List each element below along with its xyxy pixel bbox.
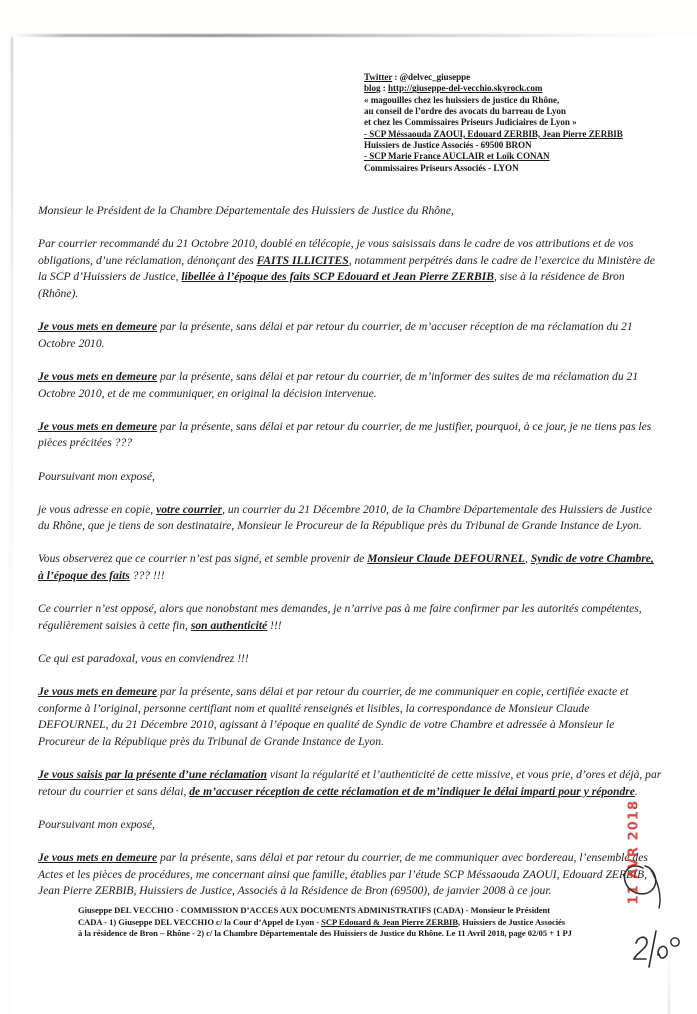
letterhead-value: « magouilles chez les huissiers de justice du Rhône, [364,94,560,105]
letterhead-separator: : [380,83,388,94]
emphasized-run: Je vous mets en demeure [38,685,158,699]
text-run: Ce courrier n’est opposé, alors que nonobstant mes demandes, je n’arrive pas à me faire confirmer par les autorités compétentes, régulièrement saisies à cette fin, [38,602,642,632]
letterhead-value: @delvec_giuseppe [399,72,471,82]
text-run: ??? !!! [129,569,165,583]
body-paragraph [38,319,662,352]
footer-line-2-underlined: SCP Edouard & Jean Pierre ZERBIB [321,916,459,927]
text-run: Poursuivant mon exposé, [38,469,155,483]
text-run: , sise à la résidence de Bron (Rhône). [38,270,625,300]
text-run: je vous adresse en copie, [38,502,157,516]
letterhead-line [364,129,664,140]
letterhead-label: blog [364,83,381,94]
emphasized-run: Je vous mets en demeure [38,419,158,433]
letter-body [38,203,662,917]
text-run: , un courrier du 21 Décembre 2010, de la Chambre Départementale des Huissiers de Justice du Rhône, que je tiens de son destinataire, Monsieur le Procureur de la République près du Tribunal de Grande Instance de Lyon. [38,502,653,533]
body-paragraph [38,469,662,486]
text-run: visant la régularité et l’authenticité de cette missive, et vous prie, d’ores et déjà, par retour du courrier et sans délai, [38,768,662,798]
letterhead-line [364,72,664,83]
emphasized-run: de m’accuser réception de cette réclamation et de m’indiquer le délai imparti pour y répondre [189,784,635,798]
body-paragraph [38,419,662,452]
letterhead-line [364,83,664,94]
body-paragraph [38,551,662,584]
scan-edge-left [11,37,13,657]
letterhead-block [364,72,664,174]
emphasized-run: FAITS ILLICITES [256,253,349,267]
letterhead-line [364,106,664,117]
text-run: Par courrier recommandé du 21 Octobre 2010, doublé en télécopie, je vous saisissais dans le cadre de vos attributions et de vos obligations, d’une réclamation, dénonçant des [38,237,634,267]
footer-line-2-pre: CADA - 1) Giuseppe DEL VECCHIO c/ la Cour d’Appel de Lyon - [78,916,322,927]
letterhead-value[interactable]: http://giuseppe-del-vecchio.skyrock.com [388,83,543,94]
body-paragraph [38,369,662,402]
letterhead-value: - SCP Méssaouda ZAOUI, Edouard ZERBIB, Jean Pierre ZERBIB [364,128,623,139]
emphasized-run: Monsieur Claude DEFOURNEL [367,552,526,566]
body-paragraph [38,236,662,302]
footer-line-3: à la résidence de Bron – Rhône - 2) c/ la Chambre Départementale des Huissiers de Justice du Rhône. Le 11 Avril 2018, page 02/05 + 1 PJ [78,928,572,939]
body-paragraph [38,684,662,750]
letterhead-line [364,151,664,162]
body-paragraph [38,767,662,800]
emphasized-run: Je vous mets en demeure [38,369,158,383]
text-run: Ce qui est paradoxal, vous en conviendrez !!! [38,652,249,666]
text-run: Vous observerez que ce courrier n’est pas signé, et semble provenir de [38,552,368,566]
letterhead-line [364,140,664,151]
text-run: !!! [267,618,282,632]
emphasized-run: Je vous mets en demeure [38,320,158,334]
letterhead-line [364,95,664,106]
emphasized-run: Je vous saisis par la présente d’une réclamation [38,768,267,782]
date-stamp: 11 AVR 2018 [626,799,642,905]
text-run: par la présente, sans délai et par retour du courrier, de m’informer des suites de ma réclamation du 21 Octobre 2010, et de me communiquer, en original la décision intervenue. [38,369,639,400]
emphasized-run: votre courrier [156,502,223,516]
letterhead-value: au conseil de l’ordre des avocats du barreau de Lyon [364,106,566,117]
body-paragraph [38,651,662,668]
text-run: par la présente, sans délai et par retour du courrier, de me communiquer en copie, certifiée exacte et conforme à l’original, personne certifiant nom et qualité renseignés et lisibles, la correspondance de Monsieur Claude DEFOURNEL, du 21 Décembre 2010, agissant à l’époque en qualité de Syndic de votre Chambre et adressée à Monsieur le Procureur de la République près du Tribunal de Grande Instance de Lyon. [38,685,629,748]
text-run: , notamment perpétrés dans le cadre de l’exercice du Ministère de la SCP d’Huissiers de Justice, [38,253,655,284]
footer-line-2-post: , Huissiers de Justice Associés [458,916,566,927]
body-paragraph [38,502,662,535]
scan-edge-right [668,955,670,1014]
body-paragraph [38,850,662,900]
letterhead-separator: : [392,72,400,82]
letterhead-value: Commissaires Priseurs Associés - LYON [364,162,519,173]
footer-line-2 [78,917,624,929]
letterhead-line [364,117,664,128]
emphasized-run: Je vous mets en demeure [38,851,158,865]
body-paragraph [38,601,662,634]
document-footer [78,905,624,940]
scan-edge-top [14,34,674,37]
letterhead-value: et chez les Commissaires Priseurs Judiciaires de Lyon » [364,117,577,128]
text-run: . [634,784,638,798]
text-run: par la présente, sans délai et par retour du courrier, de m’accuser réception de ma réclamation du 21 Octobre 2010. [38,320,633,350]
emphasized-run: Syndic de votre Chambre, à l’époque des faits [38,552,654,583]
text-run: par la présente, sans délai et par retour du courrier, de me justifier, pourquoi, à ce jour, je ne tiens pas les pièces précitées ??? [38,419,652,450]
text-run: Poursuivant mon exposé, [38,817,155,831]
text-run: par la présente, sans délai et par retour du courrier, de me communiquer avec bordereau, l’ensemble des Actes et les pièces de procédures, me concernant ainsi que famille, établies par l’étude SCP Méssaouda ZAOUI, Edouard ZERBIB, Jean Pierre ZERBIB, Huissiers de Justice, Associés à la Résidence de Bron (69500), de janvier 2008 à ce jour. [38,851,648,898]
letterhead-value: - SCP Marie France AUCLAIR et Loïk CONAN [364,151,550,162]
emphasized-run: son authenticité [190,618,268,632]
body-paragraph [38,817,662,834]
letterhead-line [364,163,664,174]
text-run: , [525,552,531,566]
emphasized-run: libellée à l’époque des faits SCP Edouard et Jean Pierre ZERBIB [181,270,494,284]
letterhead-label: Twitter [364,72,393,82]
letterhead-value: Huissiers de Justice Associés - 69500 BRON [364,140,532,151]
salutation-line: Monsieur le Président de la Chambre Départementale des Huissiers de Justice du Rhône, [38,204,454,217]
footer-line-1: Giuseppe DEL VECCHIO - COMMISSION D’ACCES AUX DOCUMENTS ADMINISTRATIFS (CADA) - Monsieur le Président [78,905,551,915]
